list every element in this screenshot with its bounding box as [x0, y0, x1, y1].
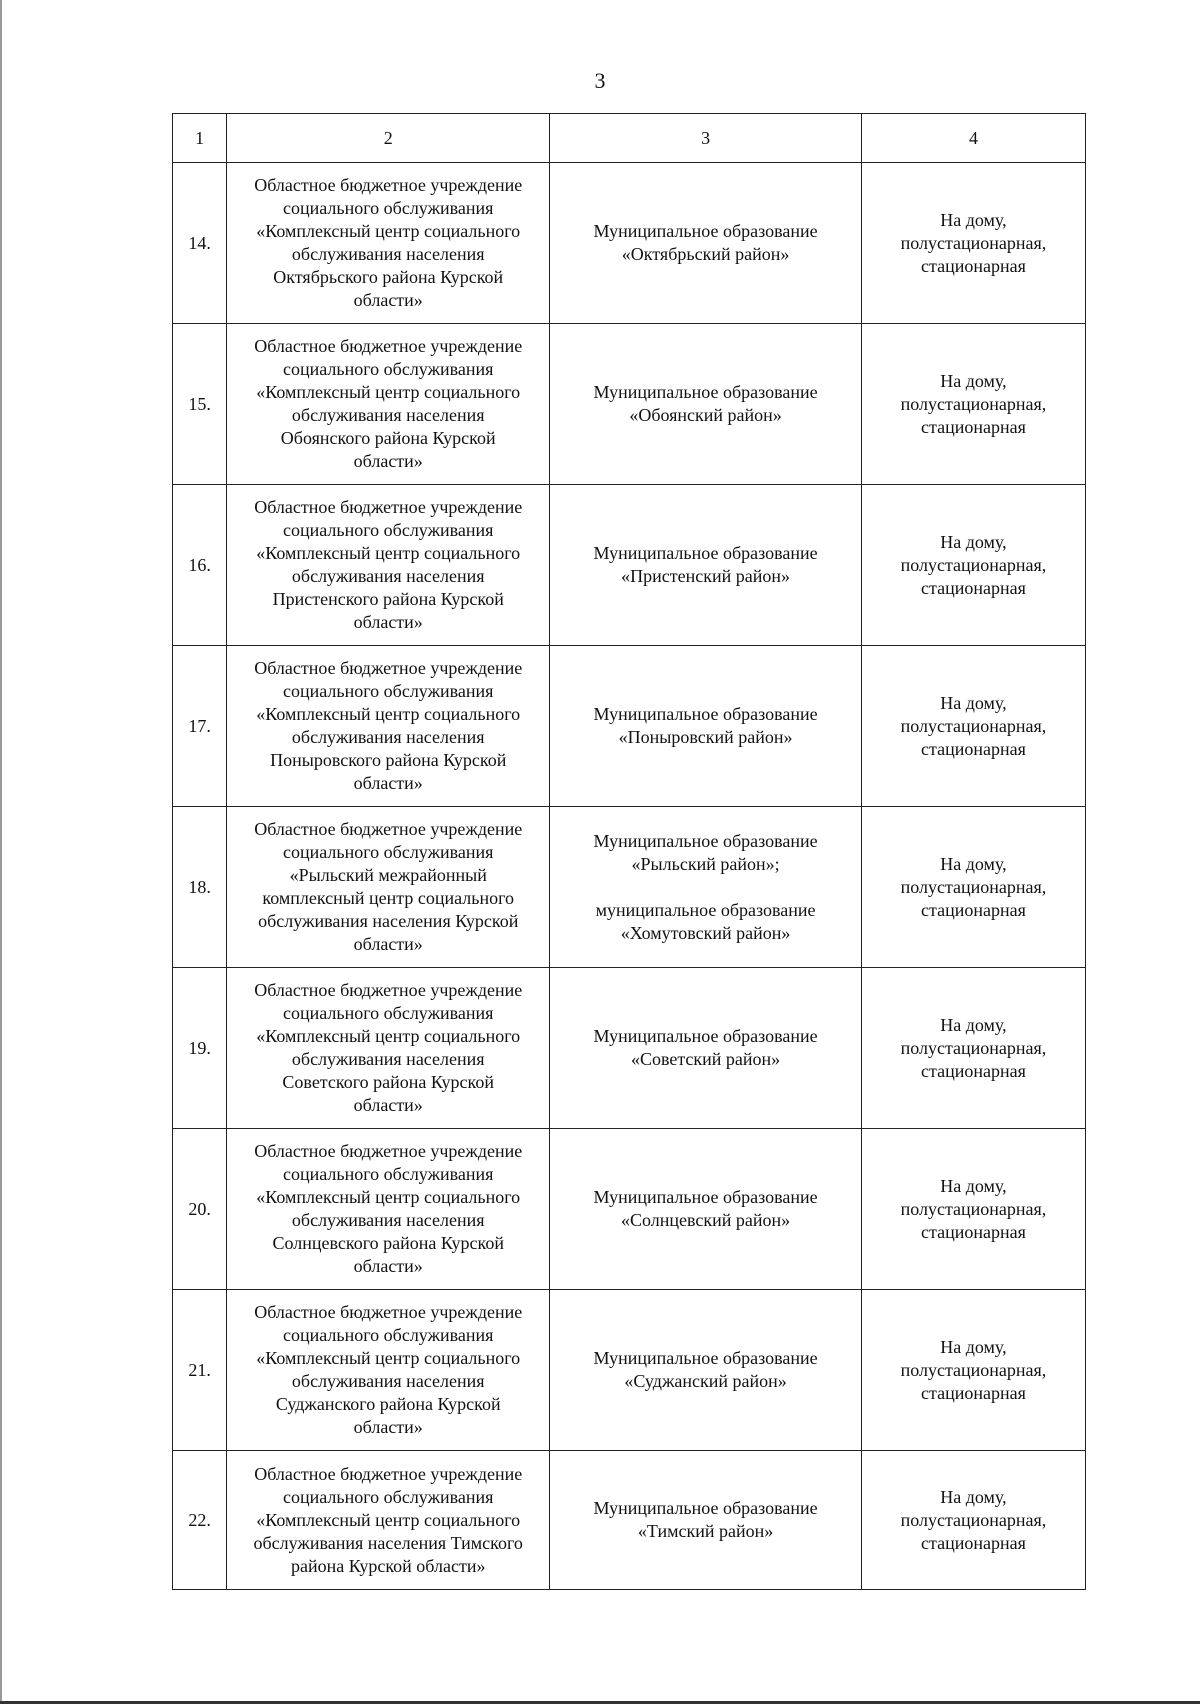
- municipality-line: «Рыльский район»;: [631, 853, 780, 874]
- service-form-line: полустационарная,: [900, 1198, 1047, 1219]
- institution-name-line: Солнцевского района Курской: [272, 1233, 504, 1253]
- institution-name-line: социального обслуживания: [283, 359, 494, 379]
- service-form-line: стационарная: [921, 1221, 1026, 1242]
- municipality-line: «Поныровский район»: [618, 727, 793, 747]
- service-form-line: полустационарная,: [900, 715, 1047, 736]
- institution-name: [227, 485, 550, 646]
- institution-name-line: области»: [353, 773, 423, 793]
- municipality-line: Муниципальное образование: [593, 543, 818, 563]
- institution-name-line: Суджанского района Курской: [275, 1394, 501, 1414]
- service-form-line: На дому,: [940, 209, 1007, 230]
- service-form: [861, 324, 1085, 485]
- institution-name-line: социального обслуживания: [283, 1486, 494, 1507]
- service-form-line: На дому,: [940, 370, 1007, 391]
- table-header-row: [173, 114, 1086, 163]
- institution-name-line: области»: [353, 290, 423, 310]
- service-form-line: полустационарная,: [900, 1037, 1047, 1058]
- institution-name-line: социального обслуживания: [283, 198, 494, 218]
- institution-name-line: Советского района Курской: [282, 1072, 495, 1092]
- municipality-line: Муниципальное образование: [593, 1026, 818, 1046]
- institution-name-line: района Курской области»: [290, 1555, 486, 1576]
- institution-name-line: Областное бюджетное учреждение: [254, 1463, 523, 1484]
- municipality: [550, 968, 862, 1129]
- institution-name-line: социального обслуживания: [283, 1003, 494, 1023]
- service-form-line: стационарная: [921, 255, 1026, 276]
- service-form: [861, 968, 1085, 1129]
- institution-name: [227, 163, 550, 324]
- institution-name-line: Областное бюджетное учреждение: [254, 1302, 523, 1322]
- institution-name-line: «Комплексный центр социального: [256, 543, 521, 563]
- institution-name-line: «Комплексный центр социального: [256, 704, 521, 724]
- service-form-line: полустационарная,: [900, 876, 1047, 897]
- institution-name: [227, 646, 550, 807]
- service-form-line: полустационарная,: [900, 232, 1047, 253]
- institution-name-line: социального обслуживания: [283, 681, 494, 701]
- service-form: [861, 163, 1085, 324]
- municipality: [550, 807, 862, 968]
- municipality-line: «Хомутовский район»: [620, 922, 791, 943]
- service-form-line: На дому,: [940, 1175, 1007, 1196]
- municipality-line: Муниципальное образование: [593, 221, 818, 241]
- institution-name-line: Областное бюджетное учреждение: [254, 819, 523, 839]
- institution-name-line: Областное бюджетное учреждение: [254, 336, 523, 356]
- table-row: [173, 646, 1086, 807]
- row-number: 18.: [173, 807, 227, 968]
- table-row: [173, 1129, 1086, 1290]
- service-form-line: стационарная: [921, 1532, 1026, 1553]
- row-number: 16.: [173, 485, 227, 646]
- row-number: 17.: [173, 646, 227, 807]
- municipality-line: Муниципальное образование: [593, 830, 818, 851]
- table-row: [173, 485, 1086, 646]
- institution-name-line: Областное бюджетное учреждение: [254, 497, 523, 517]
- institution-name: [227, 1129, 550, 1290]
- institutions-table: [172, 113, 1086, 1590]
- institution-name: [227, 324, 550, 485]
- institution-name-line: Обоянского района Курской: [280, 428, 496, 448]
- institution-name-line: области»: [353, 612, 423, 632]
- service-form: [861, 807, 1085, 968]
- municipality: [550, 1451, 862, 1590]
- municipality-line: «Тимский район»: [637, 1521, 774, 1541]
- table-row: [173, 1290, 1086, 1451]
- municipality: [550, 163, 862, 324]
- municipality-gap: [556, 876, 855, 899]
- service-form-line: На дому,: [940, 1486, 1007, 1507]
- institution-name-line: «Комплексный центр социального: [256, 382, 521, 402]
- institution-name-line: Пристенского района Курской: [272, 589, 504, 609]
- municipality-line: «Суджанский район»: [624, 1371, 787, 1391]
- institution-name-line: области»: [353, 1256, 423, 1276]
- service-form-line: полустационарная,: [900, 1359, 1047, 1380]
- municipality-line: Муниципальное образование: [593, 382, 818, 402]
- service-form-line: На дому,: [940, 531, 1007, 552]
- institution-name-line: «Комплексный центр социального: [256, 1348, 521, 1368]
- institution-name-line: «Рыльский межрайонный: [289, 865, 487, 885]
- scan-left-edge: [0, 0, 2, 1704]
- header-cell-3: 3: [550, 114, 862, 163]
- institution-name-line: обслуживания населения: [291, 727, 485, 747]
- municipality-line: «Солнцевский район»: [621, 1210, 791, 1230]
- table-row: [173, 968, 1086, 1129]
- page-number: 3: [594, 68, 606, 93]
- municipality: [550, 1129, 862, 1290]
- institution-name-line: Областное бюджетное учреждение: [254, 1141, 523, 1161]
- service-form-line: На дому,: [940, 692, 1007, 713]
- service-form-line: полустационарная,: [900, 1509, 1047, 1530]
- institution-name-line: обслуживания населения: [291, 405, 485, 425]
- institution-name-line: Областное бюджетное учреждение: [254, 980, 523, 1000]
- institution-name-line: Октябрьского района Курской: [273, 267, 504, 287]
- municipality: [550, 646, 862, 807]
- service-form: [861, 646, 1085, 807]
- institution-name-line: социального обслуживания: [283, 1325, 494, 1345]
- institution-name-line: Поныровского района Курской: [270, 750, 507, 770]
- institution-name-line: Областное бюджетное учреждение: [254, 658, 523, 678]
- row-number: 15.: [173, 324, 227, 485]
- municipality-line: «Пристенский район»: [621, 566, 791, 586]
- institution-name-line: обслуживания населения: [291, 1049, 485, 1069]
- row-number: 14.: [173, 163, 227, 324]
- institution-name-line: обслуживания населения: [291, 1371, 485, 1391]
- service-form-line: На дому,: [940, 853, 1007, 874]
- service-form-line: стационарная: [921, 577, 1026, 598]
- institution-name-line: комплексный центр социального: [262, 888, 515, 908]
- institution-name-line: области»: [353, 1095, 423, 1115]
- table-row: [173, 1451, 1086, 1590]
- table-row: [173, 163, 1086, 324]
- municipality: [550, 324, 862, 485]
- table-row: [173, 324, 1086, 485]
- institution-name: [227, 968, 550, 1129]
- service-form: [861, 485, 1085, 646]
- institution-name-line: социального обслуживания: [283, 842, 494, 862]
- institution-name-line: обслуживания населения: [291, 1210, 485, 1230]
- municipality-line: Муниципальное образование: [593, 1348, 818, 1368]
- service-form-line: стационарная: [921, 899, 1026, 920]
- institution-name-line: обслуживания населения: [291, 244, 485, 264]
- service-form-line: полустационарная,: [900, 554, 1047, 575]
- municipality: [550, 485, 862, 646]
- municipality-line: «Советский район»: [630, 1049, 781, 1069]
- row-number: 22.: [173, 1451, 227, 1590]
- header-cell-1: 1: [173, 114, 227, 163]
- municipality-line: «Обоянский район»: [629, 405, 782, 425]
- municipality-line: муниципальное образование: [595, 899, 816, 920]
- institution-name-line: «Комплексный центр социального: [256, 1026, 521, 1046]
- institution-name-line: «Комплексный центр социального: [256, 1509, 521, 1530]
- institution-name-line: обслуживания населения: [291, 566, 485, 586]
- municipality-line: «Октябрьский район»: [621, 244, 790, 264]
- institution-name-line: области»: [353, 1417, 423, 1437]
- institution-name-line: «Комплексный центр социального: [256, 1187, 521, 1207]
- row-number: 21.: [173, 1290, 227, 1451]
- institution-name-line: области»: [353, 451, 423, 471]
- table-row: [173, 807, 1086, 968]
- service-form-line: полустационарная,: [900, 393, 1047, 414]
- service-form: [861, 1129, 1085, 1290]
- service-form-line: На дому,: [940, 1014, 1007, 1035]
- institution-name-line: социального обслуживания: [283, 1164, 494, 1184]
- municipality-line: Муниципальное образование: [593, 704, 818, 724]
- service-form: [861, 1451, 1085, 1590]
- header-cell-4: 4: [861, 114, 1085, 163]
- service-form-line: стационарная: [921, 1060, 1026, 1081]
- service-form-line: стационарная: [921, 416, 1026, 437]
- service-form-line: стационарная: [921, 1382, 1026, 1403]
- row-number: 19.: [173, 968, 227, 1129]
- municipality-line: Муниципальное образование: [593, 1187, 818, 1207]
- service-form: [861, 1290, 1085, 1451]
- service-form-line: стационарная: [921, 738, 1026, 759]
- institution-name: [227, 807, 550, 968]
- institution-name-line: обслуживания населения Курской: [258, 911, 519, 931]
- institution-name: [227, 1290, 550, 1451]
- institution-name-line: обслуживания населения Тимского: [253, 1532, 523, 1553]
- institution-name-line: области»: [353, 934, 423, 954]
- municipality-line: Муниципальное образование: [593, 1498, 818, 1518]
- service-form-line: На дому,: [940, 1336, 1007, 1357]
- row-number: 20.: [173, 1129, 227, 1290]
- institution-name-line: Областное бюджетное учреждение: [254, 175, 523, 195]
- institution-name-line: социального обслуживания: [283, 520, 494, 540]
- institution-name-line: «Комплексный центр социального: [256, 221, 521, 241]
- header-cell-2: 2: [227, 114, 550, 163]
- municipality: [550, 1290, 862, 1451]
- institution-name: [227, 1451, 550, 1590]
